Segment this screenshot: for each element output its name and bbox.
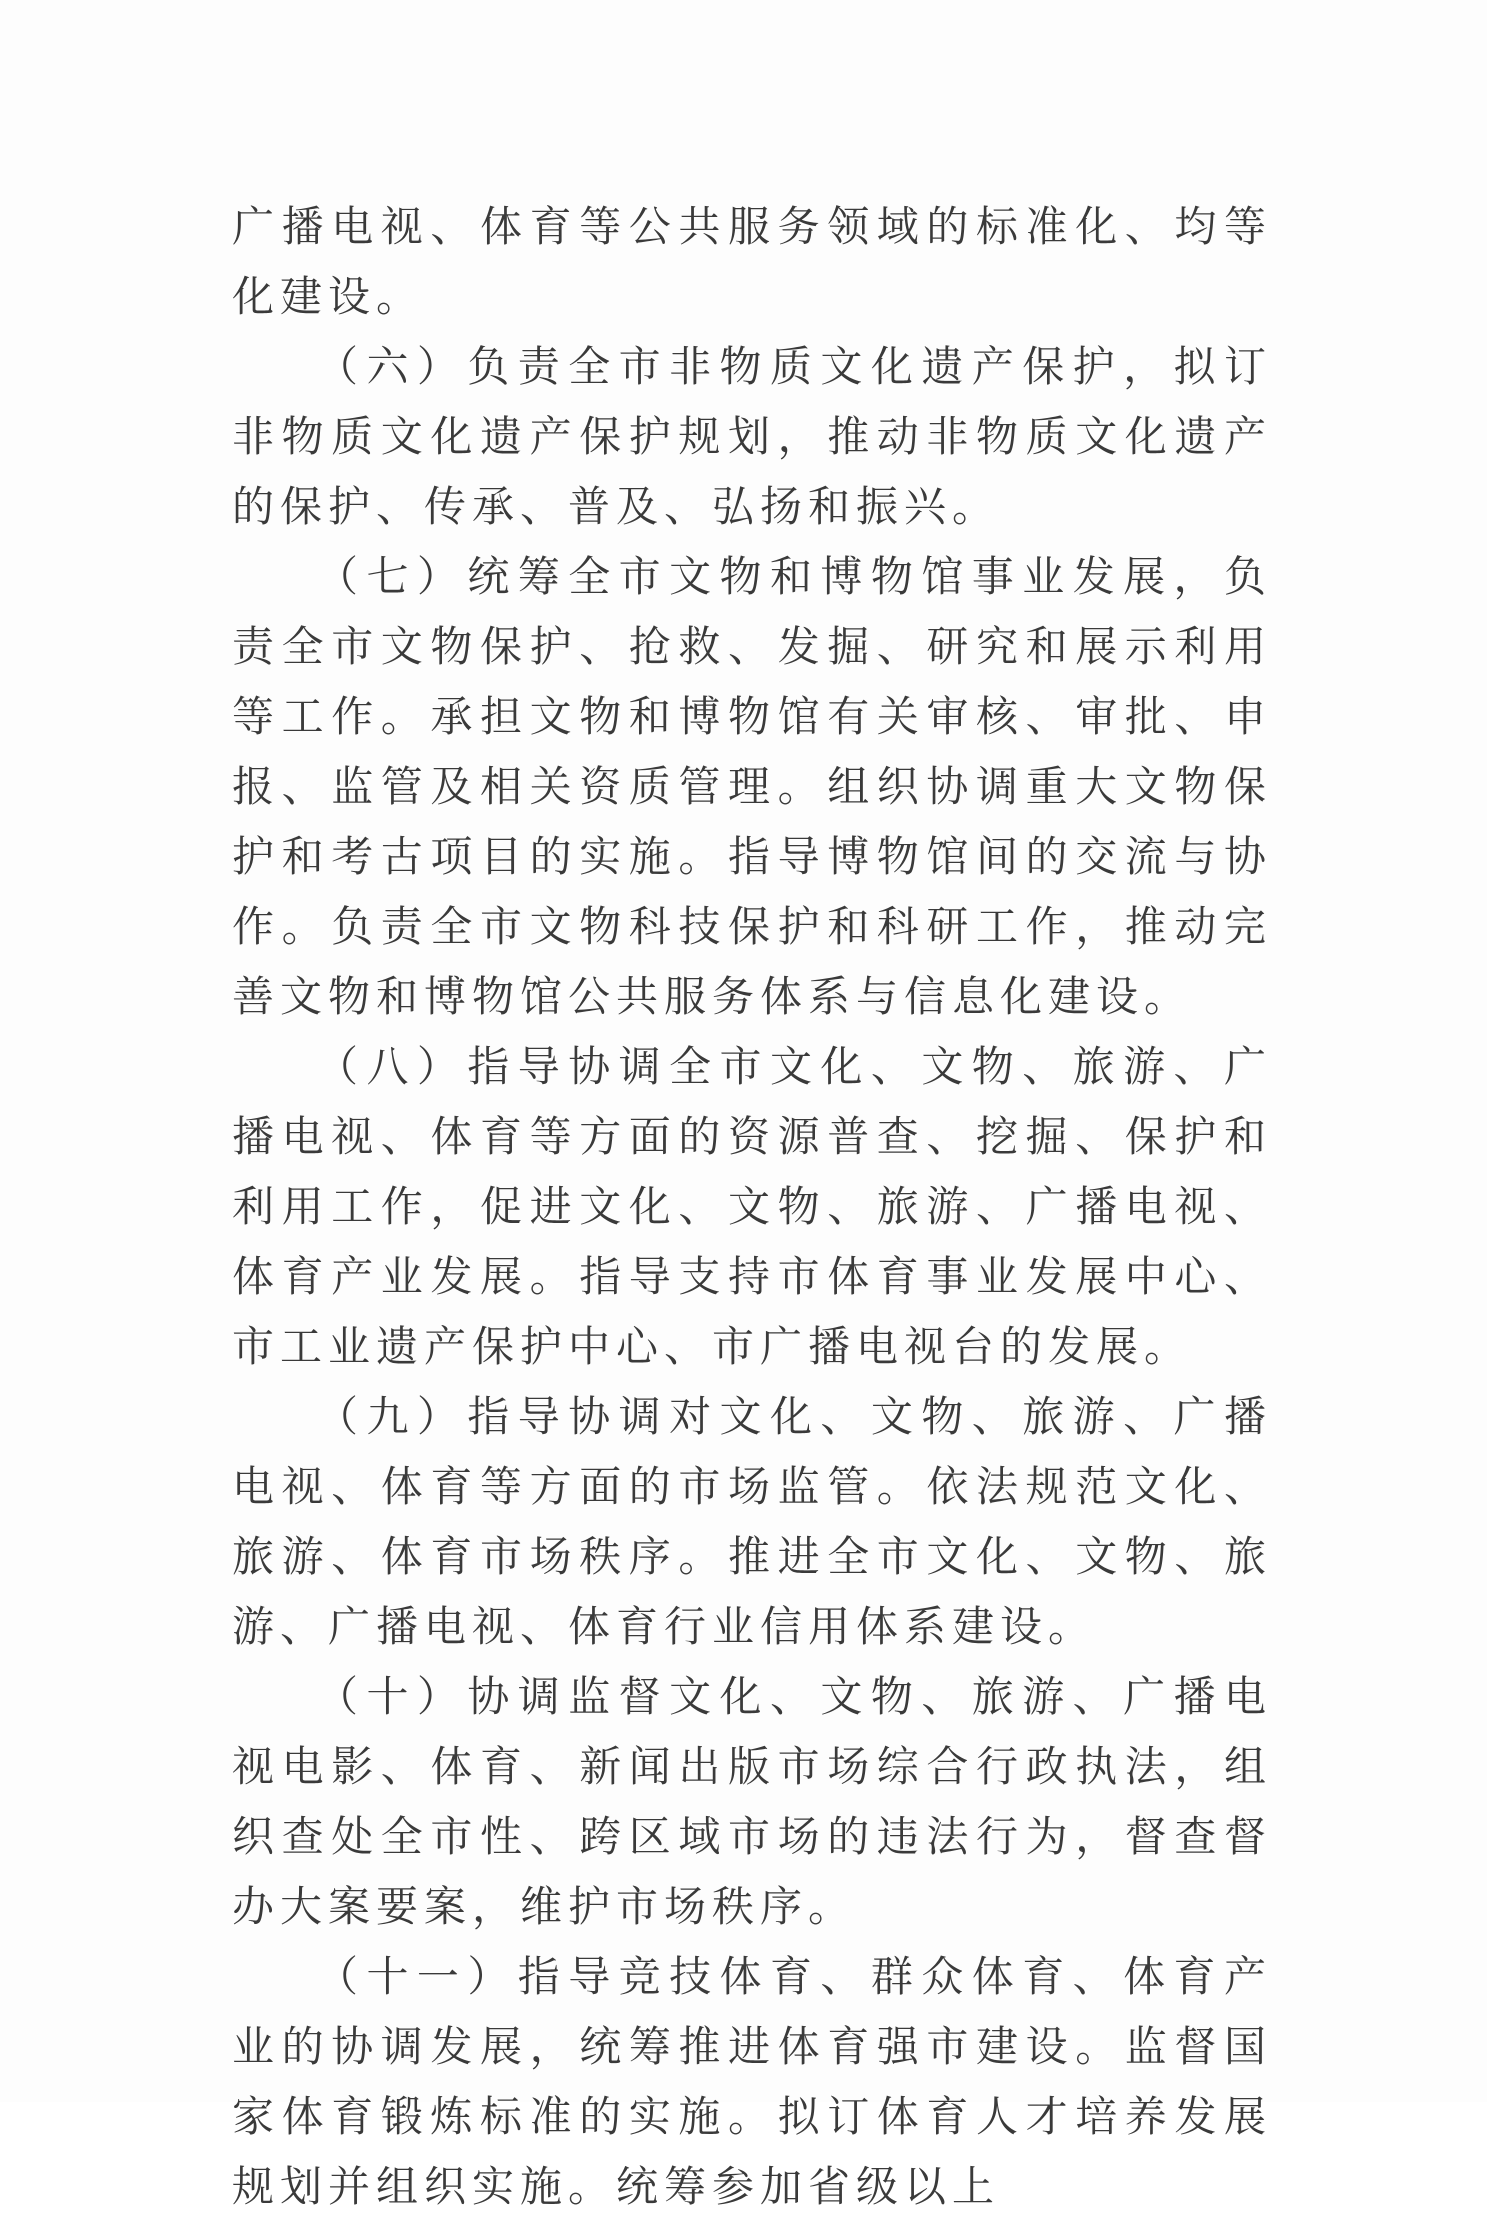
paragraph-item-9: （九）指导协调对文化、文物、旅游、广播电视、体育等方面的市场监管。依法规范文化、旅游、体育市场秩序。推进全市文化、文物、旅游、广播电视、体育行业信用体系建设。: [232, 1392, 1272, 1651]
paragraph-continued: 广播电视、体育等公共服务领域的标准化、均等化建设。: [232, 202, 1272, 321]
paragraph-item-7: （七）统筹全市文物和博物馆事业发展，负责全市文物保护、抢救、发掘、研究和展示利用等工作。承担文物和博物馆有关审核、审批、申报、监管及相关资质管理。组织协调重大文物保护和考古项目的实施。指导博物馆间的交流与协作。负责全市文物科技保护和科研工作，推动完善文物和博物馆公共服务体系与信息化建设。: [232, 552, 1272, 1021]
paragraph-item-11: （十一）指导竞技体育、群众体育、体育产业的协调发展，统筹推进体育强市建设。监督国家体育锻炼标准的实施。拟订体育人才培养发展规划并组织实施。统筹参加省级以上: [232, 1952, 1272, 2211]
paragraph-item-10: （十）协调监督文化、文物、旅游、广播电视电影、体育、新闻出版市场综合行政执法，组织查处全市性、跨区域市场的违法行为，督查督办大案要案，维护市场秩序。: [232, 1672, 1272, 1931]
document-body: [232, 192, 1272, 2222]
paragraph-item-6: （六）负责全市非物质文化遗产保护，拟订非物质文化遗产保护规划，推动非物质文化遗产的保护、传承、普及、弘扬和振兴。: [232, 342, 1272, 531]
paragraph-item-8: （八）指导协调全市文化、文物、旅游、广播电视、体育等方面的资源普查、挖掘、保护和利用工作，促进文化、文物、旅游、广播电视、体育产业发展。指导支持市体育事业发展中心、市工业遗产保护中心、市广播电视台的发展。: [232, 1042, 1272, 1371]
